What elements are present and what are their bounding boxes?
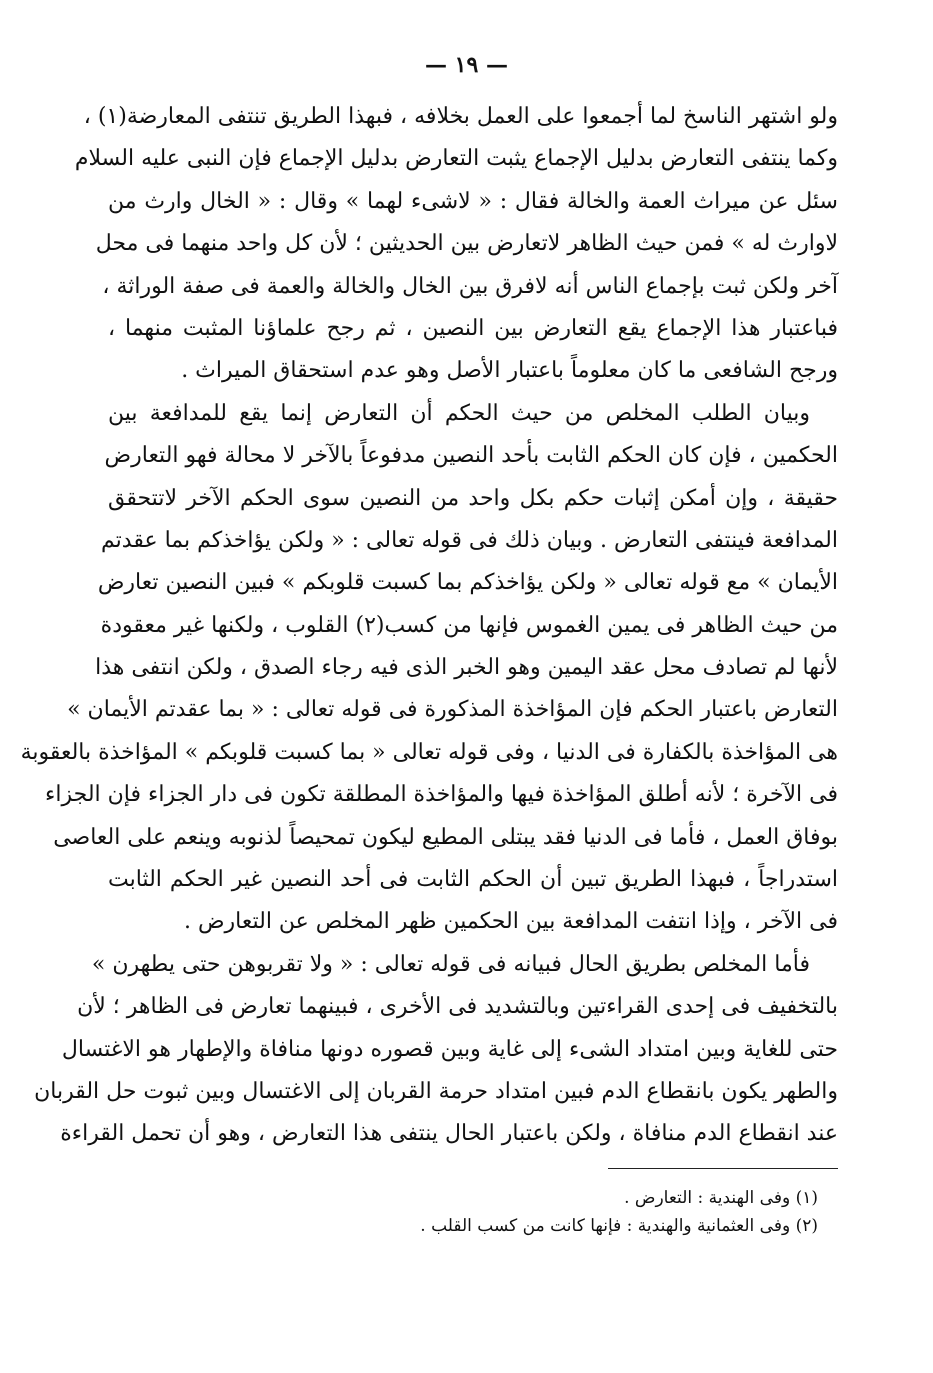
text-line: استدراجاً ، فبهذا الطريق تبين أن الحكم الثابت فى أحد النصين غير الحكم الثابت xyxy=(108,867,838,893)
text-line: عند انقطاع الدم منافاة ، ولكن باعتبار الحال ينتفى هذا التعارض ، وهو أن تحمل القراءة xyxy=(60,1121,838,1147)
text-line: وبيان الطلب المخلص من حيث الحكم أن التعارض إنما يقع للمدافعة بين xyxy=(108,400,810,426)
text-line: التعارض باعتبار الحكم فإن المؤاخذة المذكورة فى قوله تعالى : « بما عقدتم الأيمان » xyxy=(67,697,838,723)
text-line: فى الآخر ، وإذا انتفت المدافعة بين الحكمين ظهر المخلص عن التعارض . xyxy=(183,909,838,935)
text-line: آخر ولكن ثبت بإجماع الناس أنه لافرق بين الخال والخالة والعمة فى صفة الوراثة ، xyxy=(102,273,838,299)
text-line: ولو اشتهر الناسخ لما أجمعوا على العمل بخلافه ، فبهذا الطريق تنتفى المعارضة(١) ، xyxy=(83,104,838,129)
text-line: بوفاق العمل ، فأما فى الدنيا فقد يبتلى المطيع ليكون تمحيصاً لذنوبه وينعم على العاصى xyxy=(53,824,838,850)
text-line: وكما ينتفى التعارض بدليل الإجماع يثبت التعارض بدليل الإجماع فإن النبى عليه السلام xyxy=(74,146,838,172)
text-line: والطهر يكون بانقطاع الدم فبين امتداد حرمة القربان إلى الاغتسال وبين ثبوت حل القربان xyxy=(34,1078,838,1104)
text-line: حقيقة ، وإن أمكن إثبات حكم بكل واحد من النصين سوى الحكم الآخر لاتتحقق xyxy=(108,485,838,511)
footnote: (٢) وفى العثمانية والهندية : فإنها كانت من كسب القلب . xyxy=(420,1216,818,1236)
text-line: لأنها لم تصادف محل عقد اليمين وهو الخبر الذى فيه رجاء الصدق ، ولكن انتفى هذا xyxy=(95,655,838,681)
text-line: سئل عن ميراث العمة والخالة فقال : « لاشىء لهما » وقال : « الخال وارث من xyxy=(108,188,838,214)
text-line: الأيمان » مع قوله تعالى « ولكن يؤاخذكم بما كسبت قلوبكم » فبين النصين تعارض xyxy=(97,570,838,596)
main-text xyxy=(20,96,838,1156)
text-line: بالتخفيف فى إحدى القراءتين وبالتشديد فى الأخرى ، فبينهما تعارض فى الظاهر ؛ لأن xyxy=(77,994,838,1020)
text-line: لاوارث له » فمن حيث الظاهر لاتعارض بين الحديثين ؛ لأن كل واحد منهما فى محل xyxy=(95,231,838,257)
text-line: فأما المخلص بطريق الحال فبيانه فى قوله تعالى : « ولا تقربوهن حتى يطهرن » xyxy=(91,951,810,977)
text-line: الحكمين ، فإن كان الحكم الثابت بأحد النصين مدفوعاً بالآخر لا محالة فهو التعارض xyxy=(104,443,838,469)
text-line: ورجح الشافعى ما كان معلوماً باعتبار الأصل وهو عدم استحقاق الميراث . xyxy=(181,358,838,384)
text-line: من حيث الظاهر فى يمين الغموس فإنها من كسب(٢) القلوب ، ولكنها غير معقودة xyxy=(100,612,838,638)
page-number: — ١٩ — xyxy=(425,52,508,78)
text-line: هى المؤاخذة بالكفارة فى الدنيا ، وفى قوله تعالى « بما كسبت قلوبكم » المؤاخذة بالعقوبة xyxy=(20,739,838,765)
text-line: فى الآخرة ؛ لأنه أطلق المؤاخذة فيها والمؤاخذة المطلقة تكون فى دار الجزاء فإن الجزاء xyxy=(45,782,838,808)
footnotes xyxy=(108,1184,818,1240)
footnote-divider xyxy=(608,1168,838,1169)
footnote: (١) وفى الهندية : التعارض . xyxy=(624,1188,818,1208)
text-line: فباعتبار هذا الإجماع يقع التعارض بين النصين ، ثم رجح علماؤنا المثبت منهما ، xyxy=(108,315,838,341)
text-line: حتى للغاية وبين امتداد الشىء إلى غاية وبين قصوره دونها منافاة والإطهار هو الاغتسال xyxy=(61,1036,838,1062)
text-line: المدافعة فينتفى التعارض . وبيان ذلك فى قوله تعالى : « ولكن يؤاخذكم بما عقدتم xyxy=(101,527,838,553)
